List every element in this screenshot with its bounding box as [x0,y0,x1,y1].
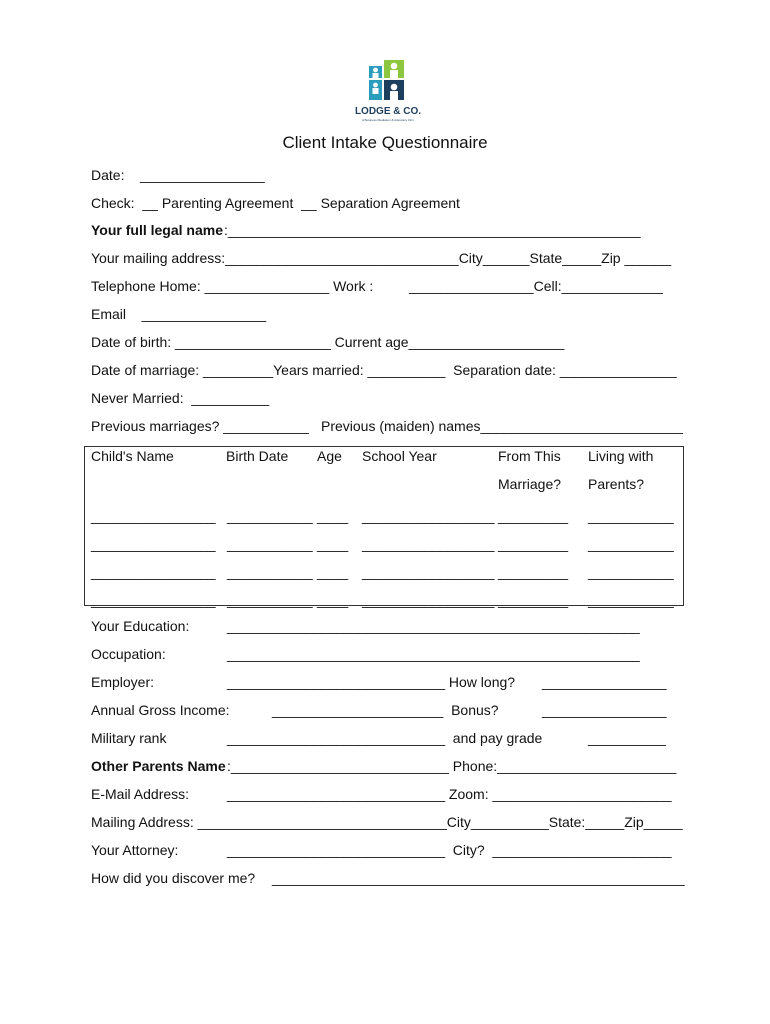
children-table [84,446,684,606]
child-row-4-field-6[interactable]: ___________ [588,592,674,608]
lodge-co-logo [348,58,428,126]
child-row-4-field-2[interactable]: ___________ [227,592,313,608]
previous-marriages-line[interactable]: Previous marriages? ___________ [91,418,309,434]
military-line[interactable]: ____________________________ and pay grade [227,730,543,746]
child-row-3-field-3[interactable]: ____ [317,564,349,580]
marriage-line[interactable]: Date of marriage: _________Years married: __________ Separation date: _______________ [91,362,677,378]
parents-header: Parents? [588,476,645,492]
child-row-1-field-4[interactable]: _________________ [362,508,495,524]
birth-date-header: Birth Date [226,448,289,464]
full-legal-name-label: Your full legal name [91,222,223,238]
logo-tagline: A Business Mediation & Advocacy Firm [361,118,415,122]
mailing-address-line[interactable]: Your mailing address:______________________________City______State_____Zip ______ [91,250,672,266]
occupation-line[interactable]: _____________________________________________________ [227,646,640,662]
child-row-3-field-5[interactable]: _________ [498,564,569,580]
employer-line[interactable]: ____________________________ How long? [227,674,516,690]
from-this-header: From This [498,448,561,464]
child-row-2-field-3[interactable]: ____ [317,536,349,552]
check-line[interactable]: Check: __ Parenting Agreement __ Separation Agreement [91,195,460,211]
birth-line[interactable]: Date of birth: ____________________ Current age____________________ [91,334,565,350]
child-row-1-field-1[interactable]: ________________ [91,508,216,524]
child-row-3-field-2[interactable]: ___________ [227,564,313,580]
childs-name-header: Child's Name [91,448,174,464]
child-row-2-field-1[interactable]: ________________ [91,536,216,552]
other-parents-label: Other Parents Name [91,758,226,774]
child-row-3-field-6[interactable]: ___________ [588,564,674,580]
full-legal-name-line[interactable]: :_____________________________________________________ [224,222,641,238]
child-row-1-field-6[interactable]: ___________ [588,508,674,524]
attorney-label: Your Attorney: [91,842,179,858]
income-line[interactable]: ______________________ Bonus? [272,702,499,718]
discover-label: How did you discover me? [91,870,256,886]
pay-grade-line[interactable]: __________ [588,730,666,746]
education-label: Your Education: [91,618,190,634]
email-address-label: E-Mail Address: [91,786,190,802]
living-with-header: Living with [588,448,654,464]
email-address-line[interactable]: ____________________________ Zoom: _______________________ [227,786,672,802]
cell-line[interactable]: ________________Cell:_____________ [409,278,663,294]
age-header: Age [317,448,342,464]
child-row-2-field-5[interactable]: _________ [498,536,569,552]
logo-wordmark: LODGE & CO. [354,106,422,117]
maiden-names-line[interactable]: Previous (maiden) names__________________________ [321,418,683,434]
education-line[interactable]: _____________________________________________________ [227,618,640,634]
child-row-1-field-2[interactable]: ___________ [227,508,313,524]
child-row-2-field-4[interactable]: _________________ [362,536,495,552]
child-row-4-field-4[interactable]: _________________ [362,592,495,608]
child-row-3-field-4[interactable]: _________________ [362,564,495,580]
never-married-line[interactable]: Never Married: __________ [91,390,270,406]
marriage-header: Marriage? [498,476,562,492]
bonus-line[interactable]: ________________ [542,702,667,718]
school-year-header: School Year [362,448,437,464]
email-line[interactable]: Email ________________ [91,306,267,322]
income-label: Annual Gross Income: [91,702,230,718]
child-row-3-field-1[interactable]: ________________ [91,564,216,580]
telephone-line[interactable]: Telephone Home: ________________ Work : [91,278,374,294]
other-parents-line[interactable]: :____________________________ Phone:_______________________ [227,758,677,774]
employer-label: Employer: [91,674,155,690]
discover-line[interactable]: _____________________________________________________ [272,870,685,886]
military-label: Military rank [91,730,167,746]
occupation-label: Occupation: [91,646,166,662]
other-mailing-line[interactable]: Mailing Address: ________________________________City__________State:_____Zip_____ [91,814,683,830]
form-title: Client Intake Questionnaire [282,133,488,152]
date-line[interactable]: Date: ________________ [91,167,265,183]
employer-how-long-line[interactable]: ________________ [542,674,667,690]
child-row-1-field-5[interactable]: _________ [498,508,569,524]
child-row-1-field-3[interactable]: ____ [317,508,349,524]
child-row-2-field-2[interactable]: ___________ [227,536,313,552]
attorney-line[interactable]: ____________________________ City? _______________________ [227,842,672,858]
child-row-4-field-1[interactable]: ________________ [91,592,216,608]
child-row-2-field-6[interactable]: ___________ [588,536,674,552]
child-row-4-field-3[interactable]: ____ [317,592,349,608]
child-row-4-field-5[interactable]: _________ [498,592,569,608]
